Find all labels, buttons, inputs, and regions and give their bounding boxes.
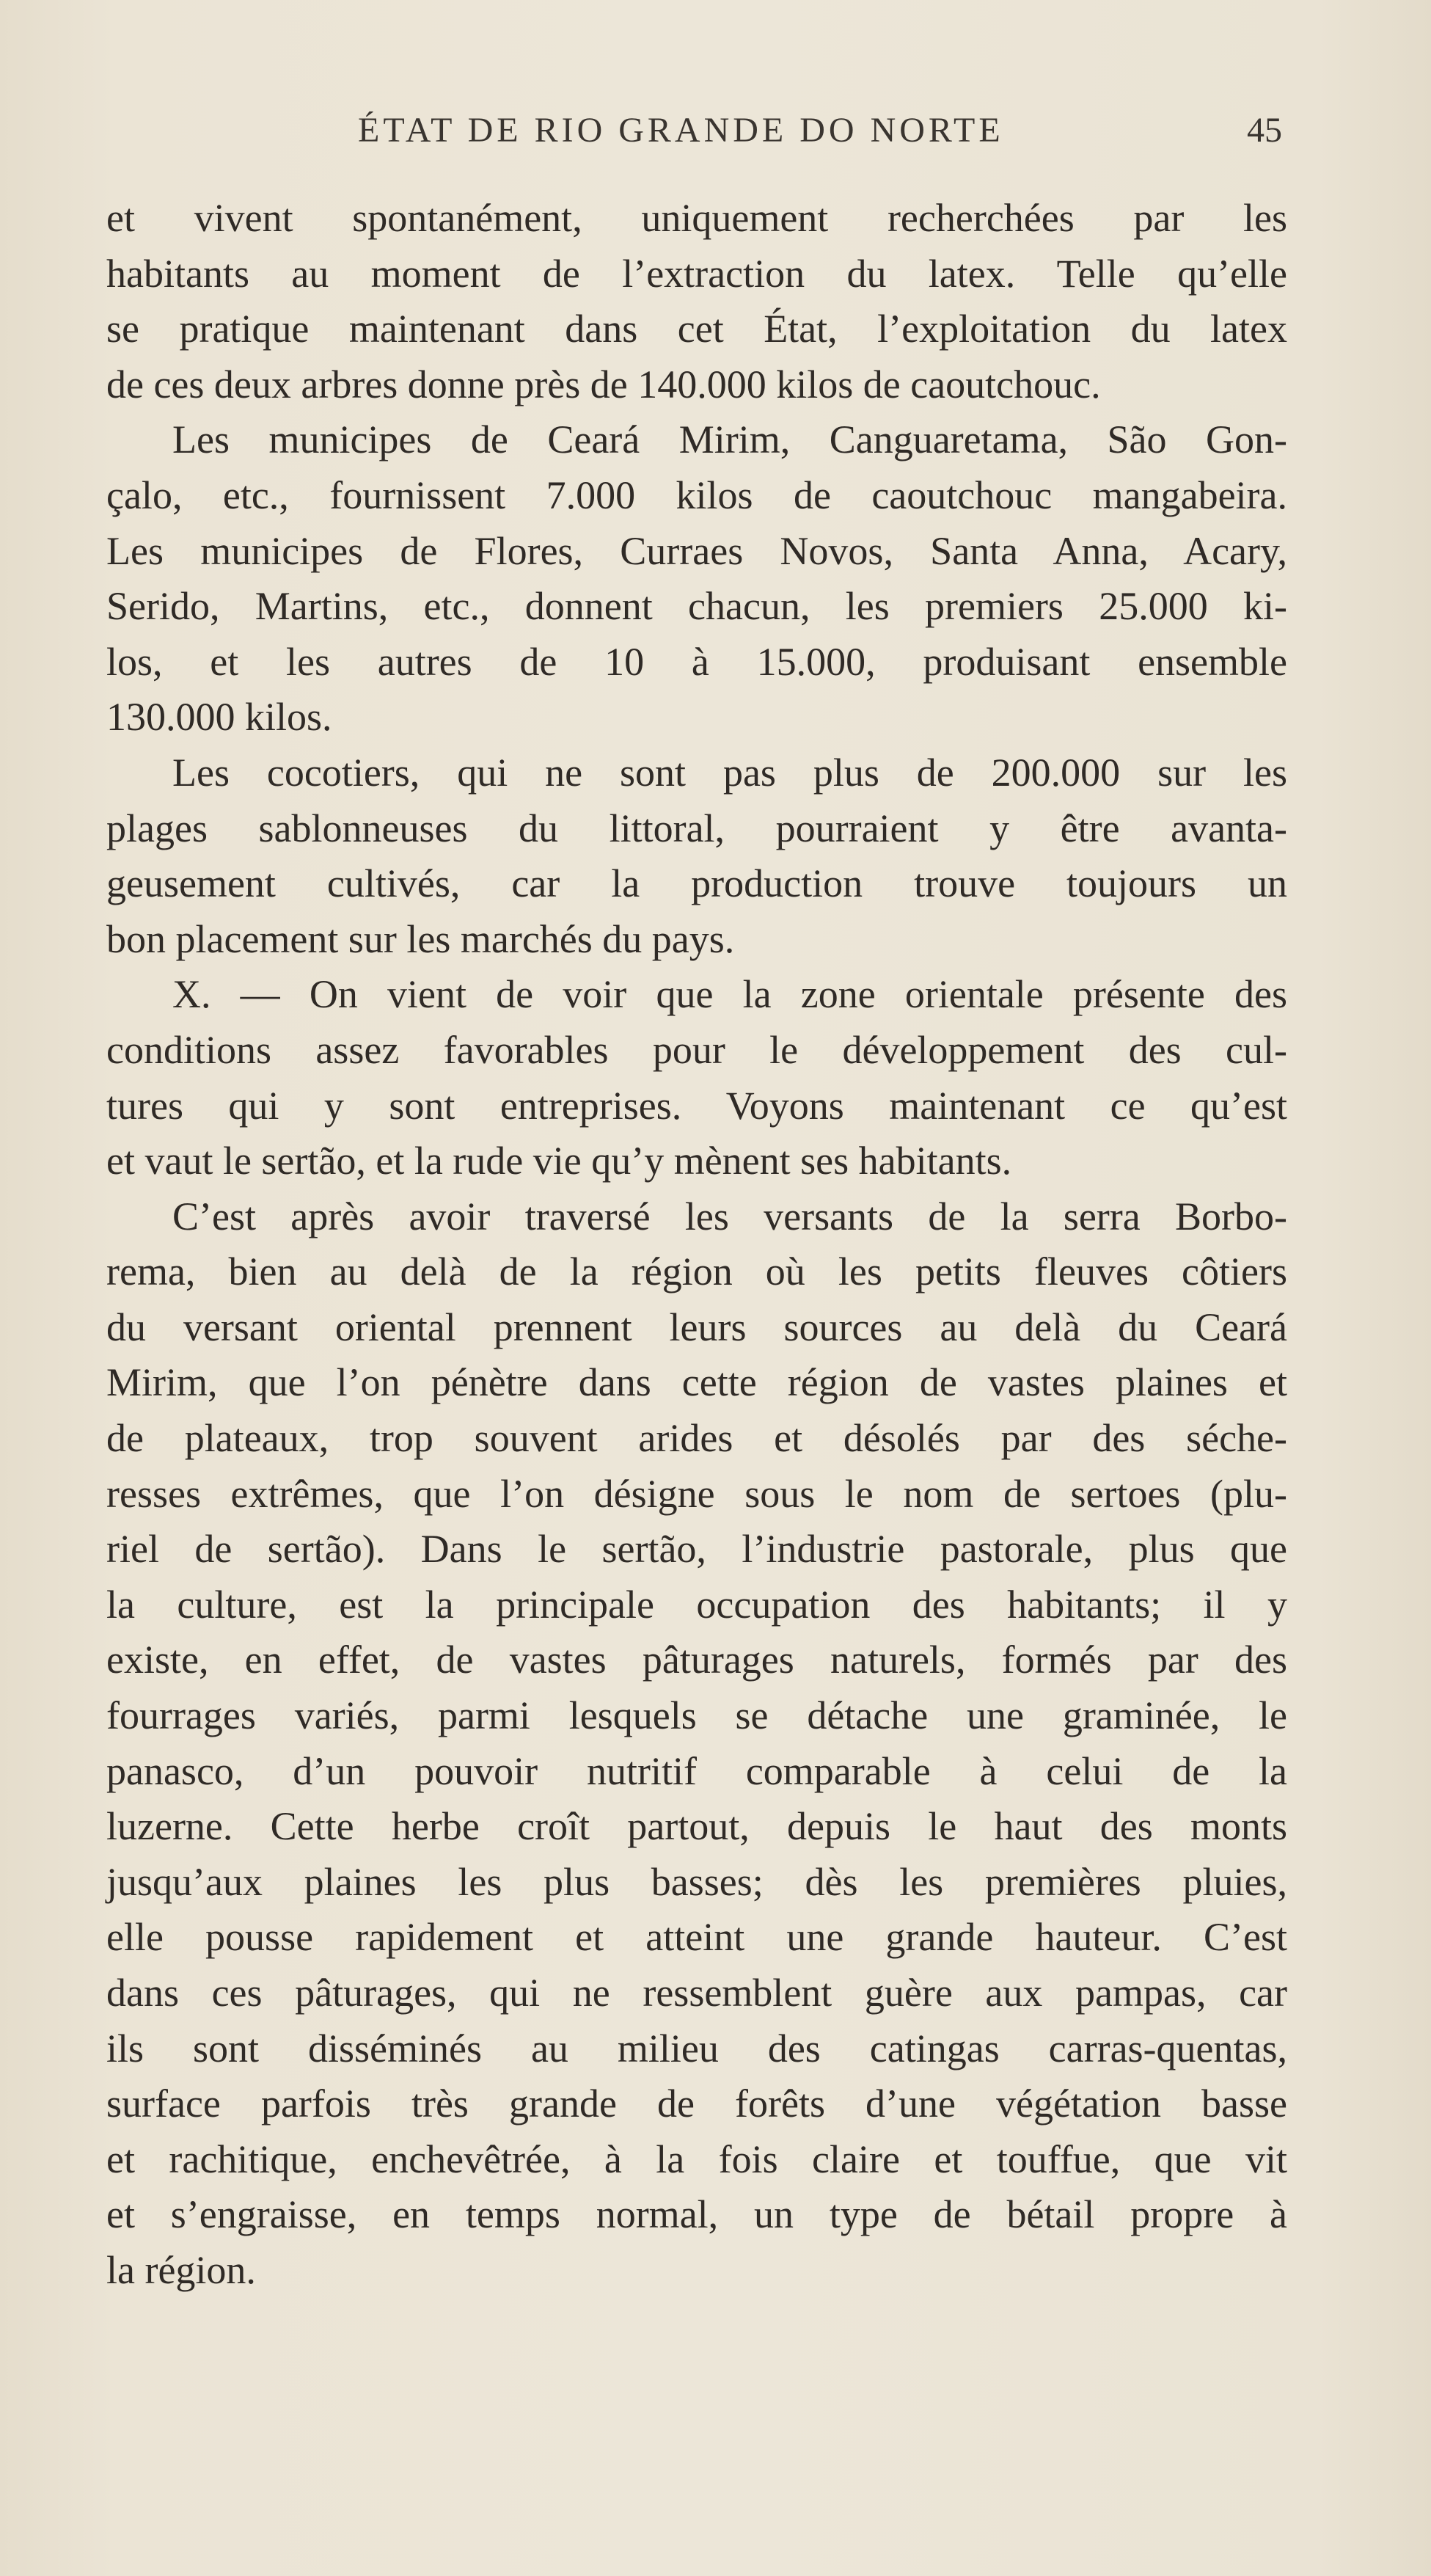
text-line: resses extrêmes, que l’on désigne sous le nom de sertoes (plu- xyxy=(106,1471,1287,1516)
body-text xyxy=(106,191,1287,2299)
text-line: habitants au moment de l’extraction du latex. Telle qu’elle xyxy=(106,251,1287,296)
text-line: Serido, Martins, etc., donnent chacun, les premiers 25.000 ki- xyxy=(106,584,1287,629)
text-line: surface parfois très grande de forêts d’une végétation basse xyxy=(106,2081,1287,2126)
text-line: existe, en effet, de vastes pâturages naturels, formés par des xyxy=(106,1638,1287,1682)
text-line: de plateaux, trop souvent arides et désolés par des séche- xyxy=(106,1416,1287,1461)
text-line: plages sablonneuses du littoral, pourraient y être avanta- xyxy=(106,806,1287,850)
text-line: Les municipes de Flores, Curraes Novos, Santa Anna, Acary, xyxy=(106,528,1287,573)
text-line: C’est après avoir traversé les versants de la serra Borbo- xyxy=(172,1194,1287,1238)
text-line: los, et les autres de 10 à 15.000, produisant ensemble xyxy=(106,639,1287,684)
text-line: fourrages variés, parmi lesquels se détache une graminée, le xyxy=(106,1693,1287,1738)
text-line: çalo, etc., fournissent 7.000 kilos de caoutchouc mangabeira. xyxy=(106,472,1287,517)
text-line: rema, bien au delà de la région où les petits fleuves côtiers xyxy=(106,1249,1287,1294)
text-line: ils sont disséminés au milieu des catingas carras-quentas, xyxy=(106,2026,1287,2070)
text-line: de ces deux arbres donne près de 140.000 kilos de caoutchouc. xyxy=(106,362,1101,406)
text-line: bon placement sur les marchés du pays. xyxy=(106,916,735,961)
text-line: et vivent spontanément, uniquement recherchées par les xyxy=(106,196,1287,240)
text-line: X. — On vient de voir que la zone orientale présente des xyxy=(172,972,1287,1017)
text-line: conditions assez favorables pour le développement des cul- xyxy=(106,1027,1287,1072)
page-number: 45 xyxy=(1247,111,1282,150)
text-line: panasco, d’un pouvoir nutritif comparable à celui de la xyxy=(106,1748,1287,1793)
text-line: tures qui y sont entreprises. Voyons maintenant ce qu’est xyxy=(106,1083,1287,1128)
running-title: ÉTAT DE RIO GRANDE DO NORTE xyxy=(358,111,1004,150)
text-line: et vaut le sertão, et la rude vie qu’y mènent ses habitants. xyxy=(106,1139,1012,1183)
text-line: dans ces pâturages, qui ne ressemblent guère aux pampas, car xyxy=(106,1971,1287,2015)
text-line: et rachitique, enchevêtrée, à la fois claire et touffue, que vit xyxy=(106,2137,1287,2181)
text-line: geusement cultivés, car la production trouve toujours un xyxy=(106,861,1287,906)
text-line: la culture, est la principale occupation des habitants; il y xyxy=(106,1582,1287,1627)
text-line: Mirim, que l’on pénètre dans cette région de vastes plaines et xyxy=(106,1360,1287,1405)
text-line: et s’engraisse, en temps normal, un type de bétail propre à xyxy=(106,2192,1287,2237)
text-line: riel de sertão). Dans le sertão, l’industrie pastorale, plus que xyxy=(106,1527,1287,1572)
text-line: se pratique maintenant dans cet État, l’exploitation du latex xyxy=(106,307,1287,351)
text-line: du versant oriental prennent leurs sources au delà du Ceará xyxy=(106,1305,1287,1349)
text-line: jusqu’aux plaines les plus basses; dès les premières pluies, xyxy=(106,1859,1287,1904)
text-line: luzerne. Cette herbe croît partout, depuis le haut des monts xyxy=(106,1804,1287,1849)
text-line: elle pousse rapidement et atteint une grande hauteur. C’est xyxy=(106,1915,1287,1960)
running-head xyxy=(109,110,1289,169)
text-line: Les cocotiers, qui ne sont pas plus de 200.000 sur les xyxy=(172,750,1287,795)
text-line: 130.000 kilos. xyxy=(106,695,332,740)
text-line: Les municipes de Ceará Mirim, Canguaretama, São Gon- xyxy=(172,417,1287,462)
text-line: la région. xyxy=(106,2247,256,2292)
